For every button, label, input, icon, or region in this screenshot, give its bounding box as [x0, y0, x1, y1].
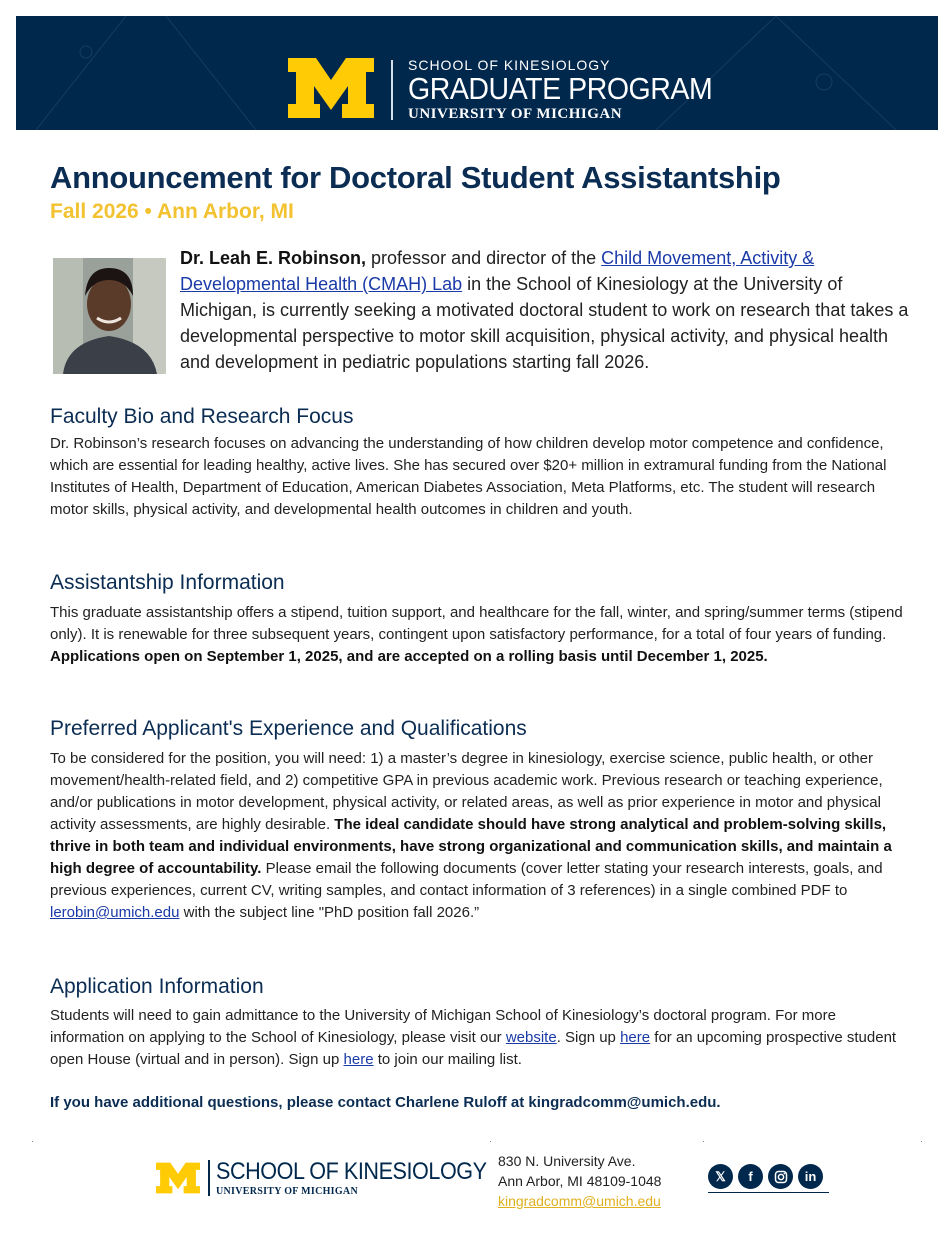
mailing-list-signup-link[interactable]: here [343, 1051, 374, 1068]
page-subtitle: Fall 2026 • Ann Arbor, MI [50, 200, 294, 223]
footer-school-label: SCHOOL OF KINESIOLOGY [216, 1158, 487, 1185]
banner-program-label: GRADUATE PROGRAM [408, 71, 713, 106]
intro-text-2: in the School of Kinesiology at the University of Michigan, is currently seeking a motivated doctoral student to work on research that takes a developmental perspective to motor skill acquisition, physical activity, and physical health and development in pediatric populations starting fall 2026. [180, 274, 909, 372]
footer-dot [490, 1141, 491, 1142]
banner-school-label: SCHOOL OF KINESIOLOGY [408, 57, 611, 73]
qualifications-paragraph [50, 748, 910, 924]
social-underline [708, 1192, 829, 1193]
assistantship-deadline: Applications open on September 1, 2025, and are accepted on a rolling basis until December 1, 2025. [50, 648, 768, 665]
block-m-logo [286, 56, 376, 120]
bio-heading: Faculty Bio and Research Focus [50, 405, 354, 428]
banner-divider [391, 60, 393, 120]
footer-address [498, 1151, 661, 1211]
qualifications-heading: Preferred Applicant's Experience and Qualifications [50, 717, 527, 740]
intro-paragraph [180, 245, 910, 375]
social-links [708, 1164, 823, 1189]
page-title: Announcement for Doctoral Student Assistantship [50, 160, 781, 195]
application-heading: Application Information [50, 975, 264, 998]
contact-line: If you have additional questions, please contact Charlene Ruloff at kingradcomm@umich.edu. [50, 1094, 721, 1111]
website-link[interactable]: website [505, 1029, 557, 1046]
qualifications-text-1: To be considered for the position, you will need: 1) a master’s degree in kinesiology, exercise science, public health, or other movement/health-related field, and 2) competitive GPA in previous academic work. Previous research or teaching experience, and/or publications in motor development, physical activity, or related areas, as well as prior experience in motor and physical activity assessments, are highly desirable. [50, 750, 883, 833]
footer-dot [32, 1141, 33, 1142]
footer-university-label: UNIVERSITY OF MICHIGAN [216, 1186, 358, 1197]
footer-address-line-1: 830 N. University Ave. [498, 1153, 636, 1169]
footer-email-link[interactable]: kingradcomm@umich.edu [498, 1193, 661, 1209]
assistantship-text: This graduate assistantship offers a stipend, tuition support, and healthcare for the fall, winter, and spring/summer terms (stipend only). It is renewable for three subsequent years, contingent upon satisfactory performance, for a total of four years of funding. [50, 604, 903, 643]
footer-dot [921, 1141, 922, 1142]
cmah-lab-link[interactable]: Child Movement, Activity & Developmental Health (CMAH) Lab [180, 248, 815, 294]
application-text-1: Students will need to gain admittance to the University of Michigan School of Kinesiology’s doctoral program. For more information on applying to the School of Kinesiology, please visit our [50, 1007, 836, 1046]
linkedin-icon[interactable]: in [798, 1164, 823, 1189]
faculty-photo [53, 258, 166, 374]
header-banner [16, 16, 938, 130]
footer-divider [208, 1160, 210, 1196]
qualifications-ideal: The ideal candidate should have strong analytical and problem-solving skills, thrive in both team and individual environments, have strong organizational and communication skills, and maintain a high degree of accountability. [50, 816, 892, 877]
intro-text-1: professor and director of the [366, 248, 602, 268]
footer-dot [703, 1141, 704, 1142]
banner-university-label: UNIVERSITY OF MICHIGAN [408, 106, 623, 122]
footer-address-line-2: Ann Arbor, MI 48109-1048 [498, 1173, 662, 1189]
faculty-name: Dr. Leah E. Robinson, [180, 248, 367, 268]
facebook-icon[interactable]: f [738, 1164, 763, 1189]
bio-paragraph: Dr. Robinson’s research focuses on advancing the understanding of how children develop motor competence and confidence, which are essential for leading healthy, active lives. She has secured over $20+ million in extramural funding from the National Institutes of Health, Department of Education, American Diabetes Association, Meta Platforms, etc. The student will research motor skills, physical activity, and developmental health outcomes in children and youth. [50, 435, 887, 518]
footer-block-m-logo [155, 1161, 201, 1195]
application-text-3: for an upcoming prospective student open House (virtual and in person). Sign up [50, 1029, 897, 1068]
assistantship-heading: Assistantship Information [50, 571, 285, 594]
qualifications-text-3: with the subject line "PhD position fall 2026.” [179, 904, 480, 921]
open-house-signup-link[interactable]: here [620, 1029, 651, 1046]
assistantship-paragraph [50, 602, 910, 668]
apply-email-link[interactable]: lerobin@umich.edu [50, 904, 180, 921]
application-paragraph [50, 1005, 910, 1071]
application-text-4: to join our mailing list. [373, 1051, 522, 1068]
application-text-2: . Sign up [556, 1029, 621, 1046]
qualifications-text-2: Please email the following documents (cover letter stating your research interests, goals, and previous experiences, current CV, writing samples, and contact information of 3 references) in a single combined PDF to [50, 860, 883, 899]
instagram-icon[interactable] [768, 1164, 793, 1189]
x-icon[interactable]: 𝕏 [708, 1164, 733, 1189]
banner-text [408, 58, 739, 122]
